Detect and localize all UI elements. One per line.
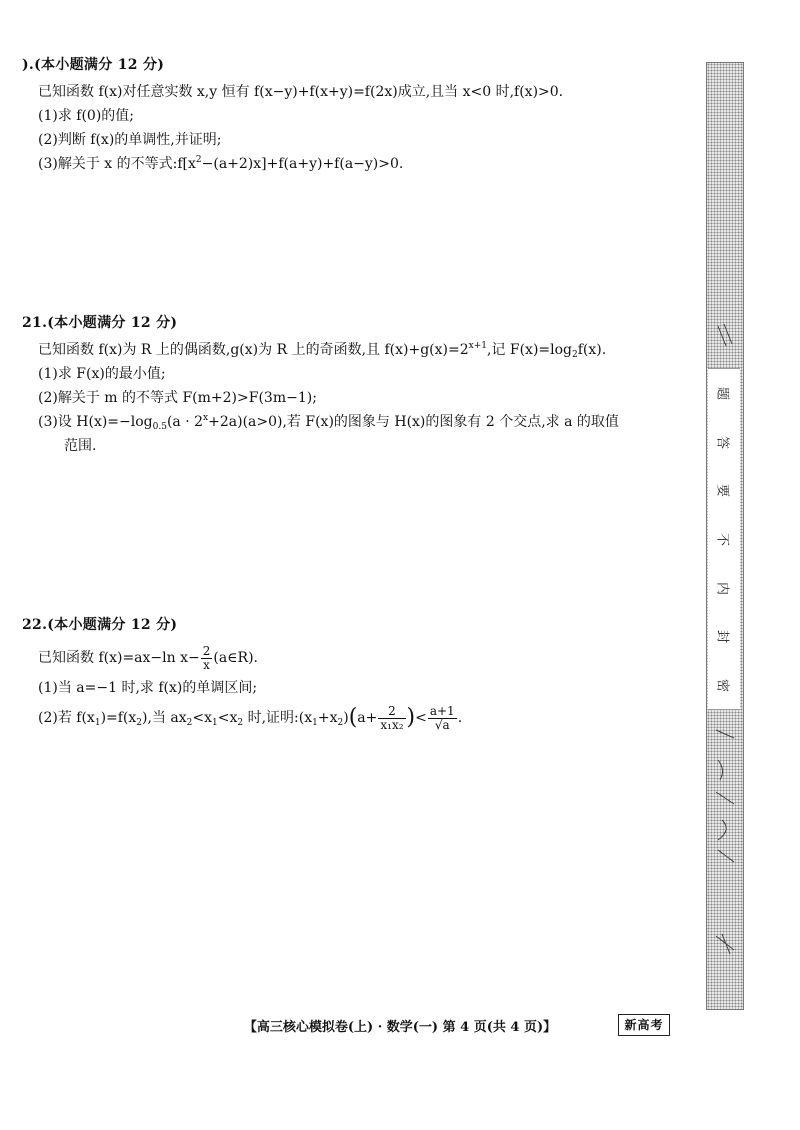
part-text: )=f(x — [100, 710, 137, 726]
subscript: 2 — [237, 718, 244, 728]
question-21-part-1: (1)求 F(x)的最小值; — [38, 366, 166, 382]
part-text: < — [415, 710, 427, 726]
question-20-heading: ).(本小题满分 12 分) — [22, 57, 165, 73]
given-text: 已知函数 f(x)为 R 上的偶函数,g(x)为 R 上的奇函数,且 f(x)+g(x)=2 — [38, 342, 469, 358]
question-20-part-1: (1)求 f(0)的值; — [38, 108, 135, 124]
fraction-numerator: a+1 — [429, 703, 455, 718]
question-22-given — [22, 640, 682, 676]
pencil-mark — [712, 930, 742, 960]
subscript: 1 — [212, 718, 218, 728]
big-paren-close: ) — [406, 705, 416, 730]
page-footer: 【高三核心模拟卷(上) · 数学(一) 第 4 页(共 4 页)】 — [243, 1020, 557, 1035]
question-20-part-2: (2)判断 f(x)的单调性,并证明; — [38, 132, 222, 148]
part-text: 时,证明:(x — [243, 710, 313, 726]
seal-line-char: 封 — [714, 630, 730, 644]
question-21-heading: 21.(本小题满分 12 分) — [22, 315, 178, 331]
given-text: ,记 F(x)=log — [486, 342, 573, 358]
log-base: 2 — [572, 350, 578, 360]
fraction-denominator: √a — [434, 717, 450, 732]
question-21-part-3 — [22, 410, 682, 434]
given-text: 已知函数 f(x)对任意实数 x,y 恒有 f(x−y)+f(x+y)=f(2x)成立,且当 x<0 时,f(x)>0. — [38, 84, 564, 100]
part-text: <x — [192, 710, 213, 726]
seal-line-char: 密 — [714, 678, 730, 692]
part-text: . — [457, 710, 463, 726]
question-21-part-3-continued: 范围. — [64, 438, 97, 454]
question-22-part-2 — [22, 700, 682, 736]
exponent: x+1 — [468, 341, 487, 351]
fraction-numerator: 2 — [378, 705, 405, 719]
subscript: 2 — [186, 718, 193, 728]
fraction — [428, 705, 457, 732]
question-22-heading: 22.(本小题满分 12 分) — [22, 617, 178, 633]
question-20 — [22, 54, 682, 176]
big-paren-open: ( — [348, 705, 358, 730]
question-20-part-3 — [22, 152, 682, 176]
fraction — [378, 705, 405, 732]
given-text: f(x). — [577, 342, 607, 358]
pencil-mark — [712, 316, 742, 356]
fraction-numerator: 2 — [202, 643, 211, 658]
question-21 — [22, 312, 682, 458]
seal-line-char: 不 — [714, 532, 730, 546]
part-text: <x — [217, 710, 238, 726]
seal-line-char: 答 — [714, 435, 730, 449]
part-text: (3)解关于 x 的不等式:f[x — [38, 156, 196, 172]
seal-line-char: 内 — [714, 581, 730, 595]
publisher-logo: 新高考 — [618, 1014, 670, 1036]
given-text: 已知函数 f(x)=ax−ln x− — [38, 650, 200, 666]
question-20-given — [22, 80, 682, 104]
subscript: 2 — [136, 718, 143, 728]
fraction-denominator: x — [203, 657, 210, 672]
fraction — [201, 645, 213, 672]
fraction-denominator: x₁x₂ — [380, 717, 404, 732]
given-text: (a∈R). — [213, 650, 258, 666]
part-text: a+ — [357, 710, 378, 726]
subscript: 1 — [312, 718, 318, 728]
question-21-part-2: (2)解关于 m 的不等式 F(m+2)>F(3m−1); — [38, 390, 317, 406]
seal-line-char: 题 — [714, 387, 730, 401]
part-text: (2)若 f(x — [38, 710, 95, 726]
subscript: 2 — [337, 718, 344, 728]
part-text: +x — [317, 710, 338, 726]
question-22 — [22, 614, 682, 736]
seal-line-char: 要 — [714, 484, 730, 498]
log-base: 0.5 — [152, 422, 167, 432]
pencil-mark — [712, 720, 742, 870]
question-22-part-1: (1)当 a=−1 时,求 f(x)的单调区间; — [38, 680, 258, 696]
exponent: x — [203, 413, 209, 423]
part-text: (a · 2 — [166, 414, 204, 430]
seal-line-box — [708, 368, 740, 710]
exponent: 2 — [195, 155, 202, 165]
question-21-given — [22, 338, 682, 362]
part-text: ),当 ax — [142, 710, 187, 726]
part-text: (3)设 H(x)=−log — [38, 414, 153, 430]
part-text: ) — [343, 710, 349, 726]
part-text: +2a)(a>0),若 F(x)的图象与 H(x)的图象有 2 个交点,求 a 的取值 — [208, 414, 619, 430]
part-text: −(a+2)x]+f(a+y)+f(a−y)>0. — [201, 156, 404, 172]
subscript: 1 — [94, 718, 101, 728]
